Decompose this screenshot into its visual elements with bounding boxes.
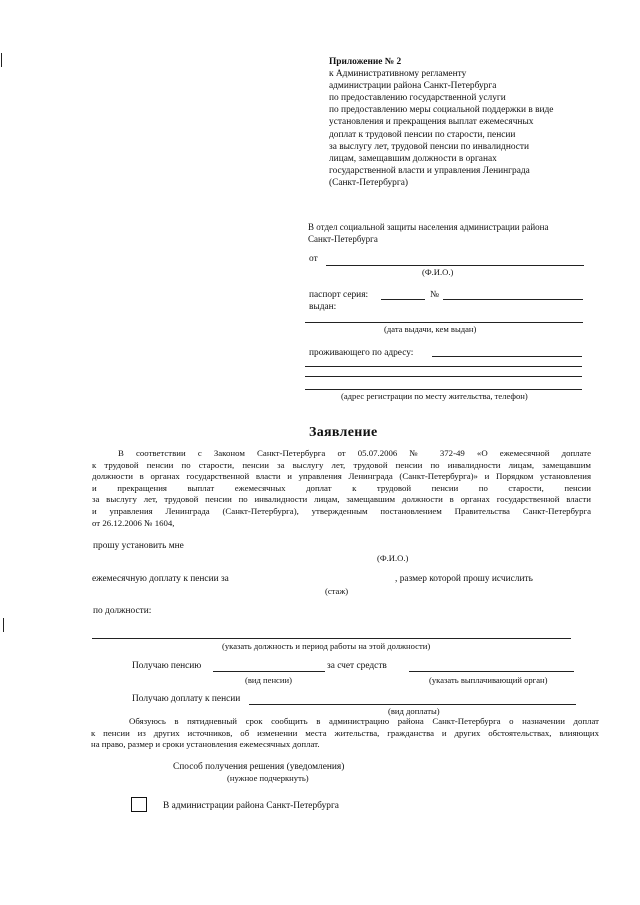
address-field-2[interactable] bbox=[305, 366, 582, 367]
delivery-method-label: Способ получения решения (уведомления) bbox=[173, 762, 345, 772]
receive-pension-label: Получаю пенсию bbox=[132, 661, 202, 671]
supplement-label: ежемесячную доплату к пенсии за bbox=[92, 574, 229, 584]
position-caption: (указать должность и период работы на этой должности) bbox=[222, 641, 431, 651]
intro-paragraph bbox=[92, 448, 591, 529]
issued-caption: (дата выдачи, кем выдан) bbox=[384, 324, 477, 334]
pension-type-caption: (вид пенсии) bbox=[245, 675, 292, 685]
supplement-type-field[interactable] bbox=[249, 704, 576, 705]
appendix-line: к Административному регламенту bbox=[329, 69, 467, 80]
passport-number-field[interactable] bbox=[443, 299, 583, 300]
appendix-line: государственной власти и управления Ленинграда bbox=[329, 165, 530, 176]
request-label: прошу установить мне bbox=[93, 541, 184, 551]
pension-type-field[interactable] bbox=[213, 671, 325, 672]
addressee-line: В отдел социальной защиты населения администрации района bbox=[308, 222, 549, 232]
intro-line: В соответствии с Законом Санкт-Петербурга от 05.07.2006 № 372-49 «О ежемесячной доплате bbox=[118, 448, 591, 458]
commitment-line: к пенсии из других источников, об изменении места жительства, гражданства и других обстоятельствах, влияющих bbox=[91, 727, 599, 738]
intro-line: к трудовой пенсии по старости, пенсии за выслугу лет, трудовой пенсии по инвалидности лицам, замещавшим bbox=[92, 459, 591, 470]
commitment-paragraph bbox=[91, 716, 599, 751]
supplement-type-caption: (вид доплаты) bbox=[388, 706, 440, 716]
addressee-block bbox=[308, 222, 548, 245]
amount-label: , размер которой прошу исчислить bbox=[395, 574, 533, 584]
appendix-number: Приложение № 2 bbox=[329, 57, 402, 67]
delivery-option-label: В администрации района Санкт-Петербурга bbox=[163, 801, 339, 811]
intro-line: от 26.12.2006 № 1604, bbox=[92, 517, 175, 528]
experience-caption: (стаж) bbox=[325, 586, 349, 596]
scan-margin-mark bbox=[1, 53, 2, 67]
position-field[interactable] bbox=[92, 638, 571, 639]
position-label: по должности: bbox=[93, 606, 152, 616]
intro-line: и управления Ленинграда (Санкт-Петербурга), утвержденным постановлением Правительства Санкт-Петербурга bbox=[92, 505, 591, 516]
passport-issued-field[interactable] bbox=[305, 322, 583, 323]
at-expense-label: за счет средств bbox=[327, 661, 387, 671]
appendix-line: доплат к трудовой пенсии по старости, пенсии bbox=[329, 129, 516, 140]
request-fio-caption: (Ф.И.О.) bbox=[377, 553, 409, 563]
address-field-3[interactable] bbox=[305, 376, 582, 377]
intro-line: за выслугу лет, трудовой пенсии по инвалидности лицам, замещавшим должности в органах государственной власти bbox=[92, 494, 591, 505]
receive-supplement-label: Получаю доплату к пенсии bbox=[132, 694, 241, 704]
intro-line: и прекращения выплат ежемесячных доплат к трудовой пенсии по старости, пенсии bbox=[92, 482, 591, 493]
issued-label: выдан: bbox=[309, 302, 337, 312]
appendix-line: администрации района Санкт-Петербурга bbox=[329, 81, 497, 92]
applicant-name-field[interactable] bbox=[326, 265, 584, 266]
appendix-line: по предоставлению меры социальной поддержки в виде bbox=[329, 105, 554, 116]
appendix-header bbox=[329, 56, 553, 189]
address-field-4[interactable] bbox=[305, 389, 582, 390]
commitment-line: на право, размер и сроки установления ежемесячных доплат. bbox=[91, 739, 320, 750]
address-caption: (адрес регистрации по месту жительства, телефон) bbox=[341, 391, 528, 401]
delivery-option-checkbox[interactable] bbox=[131, 797, 147, 812]
commitment-line: Обязуюсь в пятидневный срок сообщить в администрацию района Санкт-Петербурга о назначении доплат bbox=[129, 716, 599, 726]
passport-series-label: паспорт серия: bbox=[309, 290, 369, 300]
appendix-line: по предоставлению государственной услуги bbox=[329, 93, 506, 104]
scan-margin-mark bbox=[3, 618, 4, 632]
fio-caption: (Ф.И.О.) bbox=[422, 267, 454, 277]
payer-caption: (указать выплачивающий орган) bbox=[429, 675, 548, 685]
addressee-line: Санкт-Петербурга bbox=[308, 233, 378, 244]
document-title: Заявление bbox=[309, 425, 378, 440]
appendix-line: за выслугу лет, трудовой пенсии по инвалидности bbox=[329, 141, 530, 152]
intro-line: должности в органах государственной власти и управления Ленинграда (Санкт-Петербурга)» и Порядком установления bbox=[92, 471, 591, 482]
appendix-line: установления и прекращения выплат ежемесячных bbox=[329, 117, 534, 128]
payer-field[interactable] bbox=[409, 671, 574, 672]
appendix-line: лицам, замещавшим должности в органах bbox=[329, 153, 497, 164]
delivery-note: (нужное подчеркнуть) bbox=[227, 773, 309, 783]
passport-number-label: № bbox=[430, 290, 439, 300]
appendix-line: (Санкт-Петербурга) bbox=[329, 177, 408, 188]
from-label: от bbox=[309, 254, 318, 264]
residence-label: проживающего по адресу: bbox=[309, 348, 414, 358]
address-field-1[interactable] bbox=[432, 356, 582, 357]
passport-series-field[interactable] bbox=[381, 299, 425, 300]
